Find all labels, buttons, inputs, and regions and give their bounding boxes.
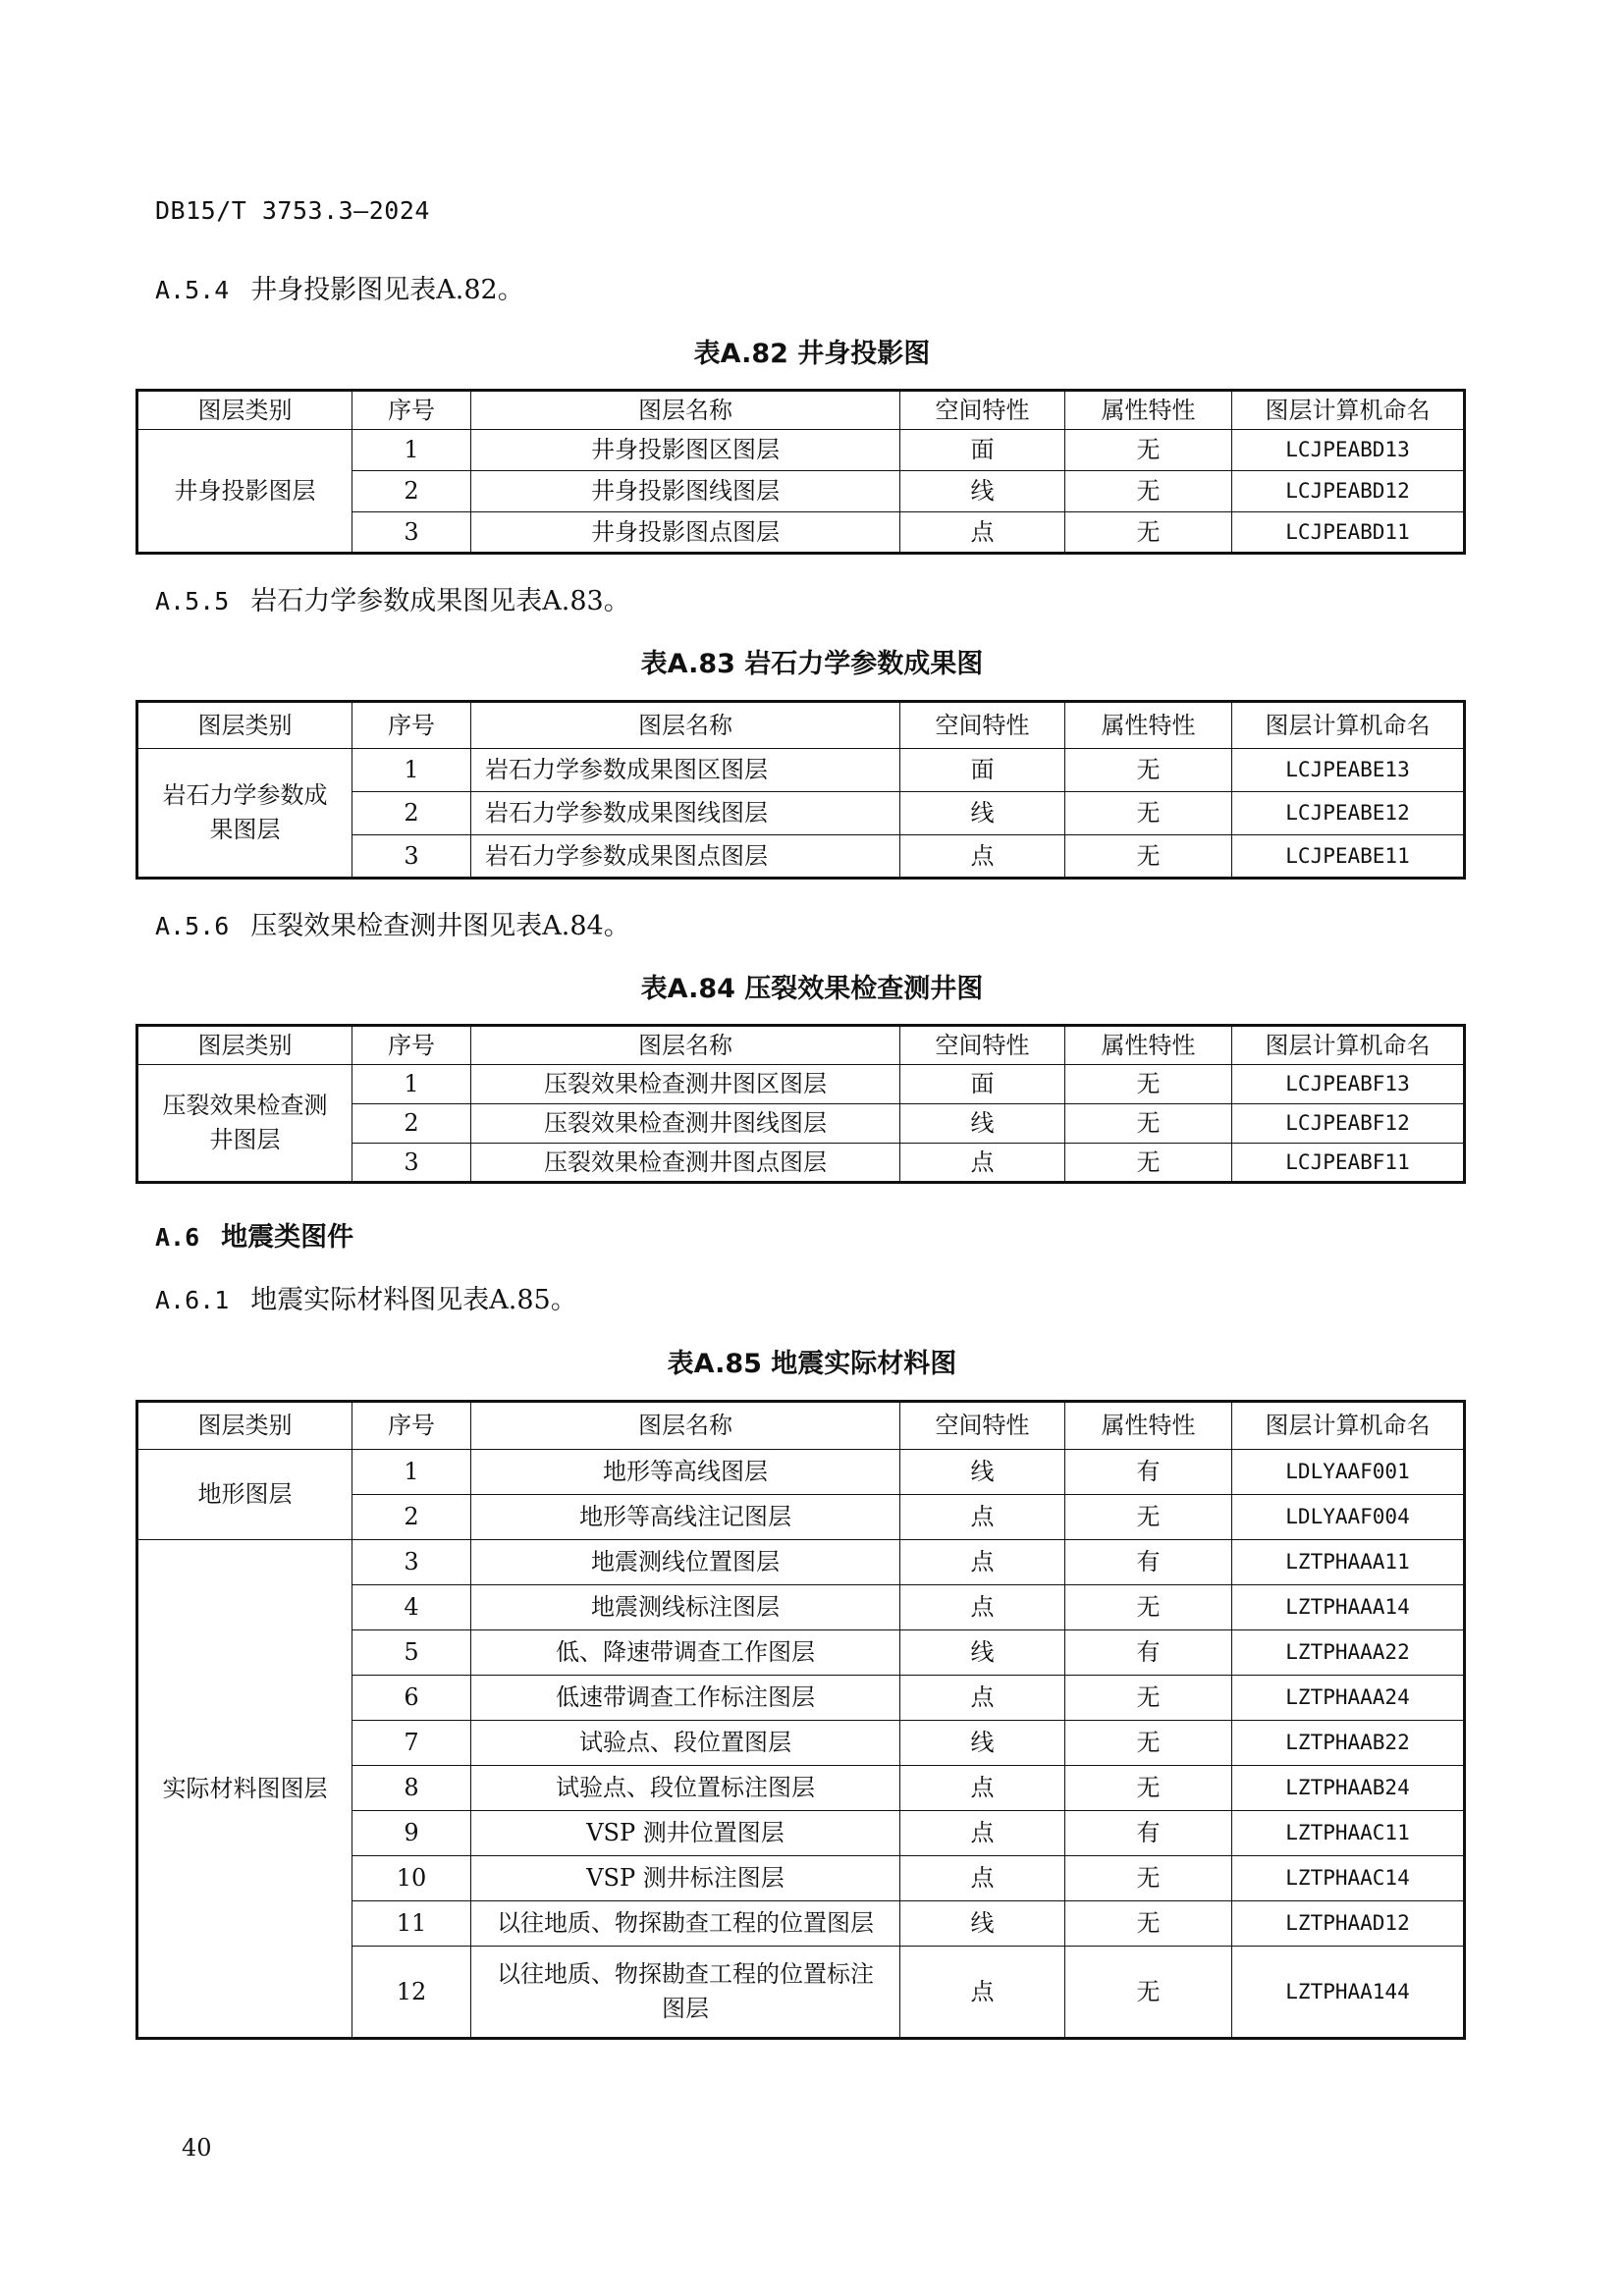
layer-code: LDLYAAF001 xyxy=(1232,1450,1465,1495)
layer-name: 地形等高线注记图层 xyxy=(471,1495,900,1540)
layer-name: 井身投影图线图层 xyxy=(471,471,900,512)
layer-name: 地震测线位置图层 xyxy=(471,1540,900,1585)
row-number: 8 xyxy=(352,1766,471,1811)
row-number: 1 xyxy=(352,1450,471,1495)
col-header-computer-name: 图层计算机命名 xyxy=(1232,1026,1465,1065)
row-number: 2 xyxy=(352,471,471,512)
col-header-layer-name: 图层名称 xyxy=(471,391,900,430)
layer-code: LZTPHAAA11 xyxy=(1232,1540,1465,1585)
layer-name: 地震测线标注图层 xyxy=(471,1585,900,1630)
col-header-attribute: 属性特性 xyxy=(1065,702,1232,749)
row-number: 2 xyxy=(352,1495,471,1540)
col-header-attribute: 属性特性 xyxy=(1065,391,1232,430)
layer-code: LCJPEABF12 xyxy=(1232,1104,1465,1144)
layer-name: 井身投影图区图层 xyxy=(471,430,900,471)
layer-name: 试验点、段位置标注图层 xyxy=(471,1766,900,1811)
layer-code: LCJPEABE13 xyxy=(1232,749,1465,792)
row-number: 1 xyxy=(352,749,471,792)
table-header-row xyxy=(137,1026,1465,1065)
layer-code: LZTPHAAA14 xyxy=(1232,1585,1465,1630)
spatial-type: 线 xyxy=(900,1721,1065,1766)
layer-code: LCJPEABF11 xyxy=(1232,1144,1465,1183)
col-header-layer-name: 图层名称 xyxy=(471,1026,900,1065)
layer-code: LZTPHAAC14 xyxy=(1232,1856,1465,1901)
attribute-flag: 无 xyxy=(1065,1901,1232,1947)
layer-code: LZTPHAA144 xyxy=(1232,1947,1465,2039)
col-header-spatial: 空间特性 xyxy=(900,1026,1065,1065)
col-header-number: 序号 xyxy=(352,391,471,430)
layer-name: 压裂效果检查测井图点图层 xyxy=(471,1144,900,1183)
clause-text: 岩石力学参数成果图见表A.83。 xyxy=(250,586,630,616)
col-header-spatial: 空间特性 xyxy=(900,391,1065,430)
layer-name xyxy=(471,1947,900,2039)
layer-code: LZTPHAAD12 xyxy=(1232,1901,1465,1947)
row-number: 6 xyxy=(352,1676,471,1721)
layer-category: 地形图层 xyxy=(137,1450,352,1540)
layer-category xyxy=(137,1065,352,1183)
layer-code: LZTPHAAB22 xyxy=(1232,1721,1465,1766)
clause-text: 压裂效果检查测井图见表A.84。 xyxy=(250,911,630,941)
attribute-flag: 无 xyxy=(1065,1721,1232,1766)
layer-name: 井身投影图点图层 xyxy=(471,512,900,554)
attribute-flag: 有 xyxy=(1065,1811,1232,1856)
attribute-flag: 无 xyxy=(1065,1495,1232,1540)
heading-number: A.6 xyxy=(155,1223,200,1252)
attribute-flag: 无 xyxy=(1065,1585,1232,1630)
layer-code: LCJPEABD13 xyxy=(1232,430,1465,471)
row-number: 3 xyxy=(352,1540,471,1585)
page-number: 40 xyxy=(182,2134,212,2162)
row-number: 7 xyxy=(352,1721,471,1766)
document-id: DB15/T 3753.3—2024 xyxy=(155,196,430,225)
attribute-flag: 有 xyxy=(1065,1630,1232,1676)
row-number: 3 xyxy=(352,835,471,879)
layer-code: LCJPEABD12 xyxy=(1232,471,1465,512)
col-header-attribute: 属性特性 xyxy=(1065,1402,1232,1450)
col-header-number: 序号 xyxy=(352,1026,471,1065)
layer-name: 以往地质、物探勘查工程的位置图层 xyxy=(471,1901,900,1947)
row-number: 12 xyxy=(352,1947,471,2039)
clause-text: 井身投影图见表A.82。 xyxy=(250,275,524,305)
table-a82 xyxy=(135,389,1466,555)
table-row xyxy=(137,430,1465,471)
spatial-type: 点 xyxy=(900,1766,1065,1811)
attribute-flag: 有 xyxy=(1065,1450,1232,1495)
col-header-category: 图层类别 xyxy=(137,391,352,430)
category-line: 果图层 xyxy=(209,816,281,843)
attribute-flag: 无 xyxy=(1065,1856,1232,1901)
spatial-type: 点 xyxy=(900,1540,1065,1585)
row-number: 4 xyxy=(352,1585,471,1630)
spatial-type: 线 xyxy=(900,1630,1065,1676)
category-line: 压裂效果检查测 xyxy=(162,1092,328,1120)
row-number: 1 xyxy=(352,1065,471,1104)
heading-text: 地震类图件 xyxy=(221,1222,354,1253)
row-number: 5 xyxy=(352,1630,471,1676)
layer-name: 压裂效果检查测井图线图层 xyxy=(471,1104,900,1144)
clause-a-5-5 xyxy=(155,579,630,617)
layer-name: 试验点、段位置图层 xyxy=(471,1721,900,1766)
spatial-type: 线 xyxy=(900,1104,1065,1144)
clause-number: A.6.1 xyxy=(155,1286,230,1314)
attribute-flag: 有 xyxy=(1065,1540,1232,1585)
row-number: 9 xyxy=(352,1811,471,1856)
clause-a-5-4 xyxy=(155,268,524,306)
attribute-flag: 无 xyxy=(1065,1766,1232,1811)
spatial-type: 线 xyxy=(900,471,1065,512)
spatial-type: 点 xyxy=(900,1495,1065,1540)
attribute-flag: 无 xyxy=(1065,1065,1232,1104)
spatial-type: 点 xyxy=(900,1585,1065,1630)
col-header-layer-name: 图层名称 xyxy=(471,1402,900,1450)
spatial-type: 点 xyxy=(900,1676,1065,1721)
spatial-type: 面 xyxy=(900,430,1065,471)
layer-code: LZTPHAAA24 xyxy=(1232,1676,1465,1721)
layer-category: 实际材料图图层 xyxy=(137,1540,352,2039)
table-a85 xyxy=(135,1400,1466,2040)
clause-a-6-1 xyxy=(155,1278,577,1316)
layer-name: 岩石力学参数成果图区图层 xyxy=(471,749,900,792)
spatial-type: 点 xyxy=(900,1947,1065,2039)
row-number: 10 xyxy=(352,1856,471,1901)
row-number: 3 xyxy=(352,512,471,554)
layer-code: LZTPHAAA22 xyxy=(1232,1630,1465,1676)
table-header-row xyxy=(137,1402,1465,1450)
layer-code: LCJPEABE11 xyxy=(1232,835,1465,879)
row-number: 3 xyxy=(352,1144,471,1183)
attribute-flag: 无 xyxy=(1065,471,1232,512)
layer-name: 低、降速带调查工作图层 xyxy=(471,1630,900,1676)
attribute-flag: 无 xyxy=(1065,1144,1232,1183)
col-header-computer-name: 图层计算机命名 xyxy=(1232,391,1465,430)
clause-number: A.5.4 xyxy=(155,276,230,304)
category-line: 岩石力学参数成 xyxy=(162,781,328,810)
spatial-type: 线 xyxy=(900,792,1065,835)
layer-name: VSP 测井标注图层 xyxy=(471,1856,900,1901)
spatial-type: 点 xyxy=(900,835,1065,879)
table-caption-a85: 表A.85 地震实际材料图 xyxy=(667,1349,957,1379)
table-row xyxy=(137,749,1465,792)
table-caption-a83: 表A.83 岩石力学参数成果图 xyxy=(640,649,984,679)
table-header-row xyxy=(137,702,1465,749)
col-header-computer-name: 图层计算机命名 xyxy=(1232,702,1465,749)
col-header-spatial: 空间特性 xyxy=(900,1402,1065,1450)
spatial-type: 线 xyxy=(900,1450,1065,1495)
table-header-row xyxy=(137,391,1465,430)
layer-name: 岩石力学参数成果图点图层 xyxy=(471,835,900,879)
layer-name-line: 以往地质、物探勘查工程的位置标注 xyxy=(497,1960,874,1989)
clause-a-5-6 xyxy=(155,904,630,942)
spatial-type: 点 xyxy=(900,1811,1065,1856)
spatial-type: 点 xyxy=(900,1144,1065,1183)
layer-category: 井身投影图层 xyxy=(137,430,352,554)
spatial-type: 点 xyxy=(900,1856,1065,1901)
layer-name: 压裂效果检查测井图区图层 xyxy=(471,1065,900,1104)
row-number: 2 xyxy=(352,1104,471,1144)
attribute-flag: 无 xyxy=(1065,430,1232,471)
layer-code: LCJPEABF13 xyxy=(1232,1065,1465,1104)
table-a84 xyxy=(135,1024,1466,1184)
spatial-type: 面 xyxy=(900,749,1065,792)
col-header-number: 序号 xyxy=(352,1402,471,1450)
section-heading-a-6 xyxy=(155,1215,353,1254)
layer-code: LCJPEABD11 xyxy=(1232,512,1465,554)
col-header-category: 图层类别 xyxy=(137,1026,352,1065)
attribute-flag: 无 xyxy=(1065,1676,1232,1721)
table-caption-a82: 表A.82 井身投影图 xyxy=(693,339,931,369)
row-number: 2 xyxy=(352,792,471,835)
layer-name: 岩石力学参数成果图线图层 xyxy=(471,792,900,835)
clause-text: 地震实际材料图见表A.85。 xyxy=(250,1285,577,1315)
col-header-category: 图层类别 xyxy=(137,1402,352,1450)
table-a83 xyxy=(135,700,1466,880)
layer-code: LCJPEABE12 xyxy=(1232,792,1465,835)
clause-number: A.5.6 xyxy=(155,912,230,940)
col-header-layer-name: 图层名称 xyxy=(471,702,900,749)
col-header-spatial: 空间特性 xyxy=(900,702,1065,749)
attribute-flag: 无 xyxy=(1065,512,1232,554)
table-row xyxy=(137,1065,1465,1104)
attribute-flag: 无 xyxy=(1065,792,1232,835)
col-header-category: 图层类别 xyxy=(137,702,352,749)
layer-code: LDLYAAF004 xyxy=(1232,1495,1465,1540)
table-row xyxy=(137,1450,1465,1495)
spatial-type: 面 xyxy=(900,1065,1065,1104)
table-row xyxy=(137,1540,1465,1585)
table-caption-a84: 表A.84 压裂效果检查测井图 xyxy=(640,974,984,1004)
layer-code: LZTPHAAB24 xyxy=(1232,1766,1465,1811)
attribute-flag: 无 xyxy=(1065,835,1232,879)
col-header-computer-name: 图层计算机命名 xyxy=(1232,1402,1465,1450)
layer-code: LZTPHAAC11 xyxy=(1232,1811,1465,1856)
col-header-number: 序号 xyxy=(352,702,471,749)
layer-name: 地形等高线图层 xyxy=(471,1450,900,1495)
spatial-type: 点 xyxy=(900,512,1065,554)
layer-name: VSP 测井位置图层 xyxy=(471,1811,900,1856)
layer-category xyxy=(137,749,352,879)
row-number: 1 xyxy=(352,430,471,471)
category-line: 井图层 xyxy=(209,1126,281,1153)
layer-name: 低速带调查工作标注图层 xyxy=(471,1676,900,1721)
layer-name-line: 图层 xyxy=(662,1995,709,2022)
col-header-attribute: 属性特性 xyxy=(1065,1026,1232,1065)
row-number: 11 xyxy=(352,1901,471,1947)
attribute-flag: 无 xyxy=(1065,1104,1232,1144)
attribute-flag: 无 xyxy=(1065,749,1232,792)
clause-number: A.5.5 xyxy=(155,587,230,615)
spatial-type: 线 xyxy=(900,1901,1065,1947)
attribute-flag: 无 xyxy=(1065,1947,1232,2039)
